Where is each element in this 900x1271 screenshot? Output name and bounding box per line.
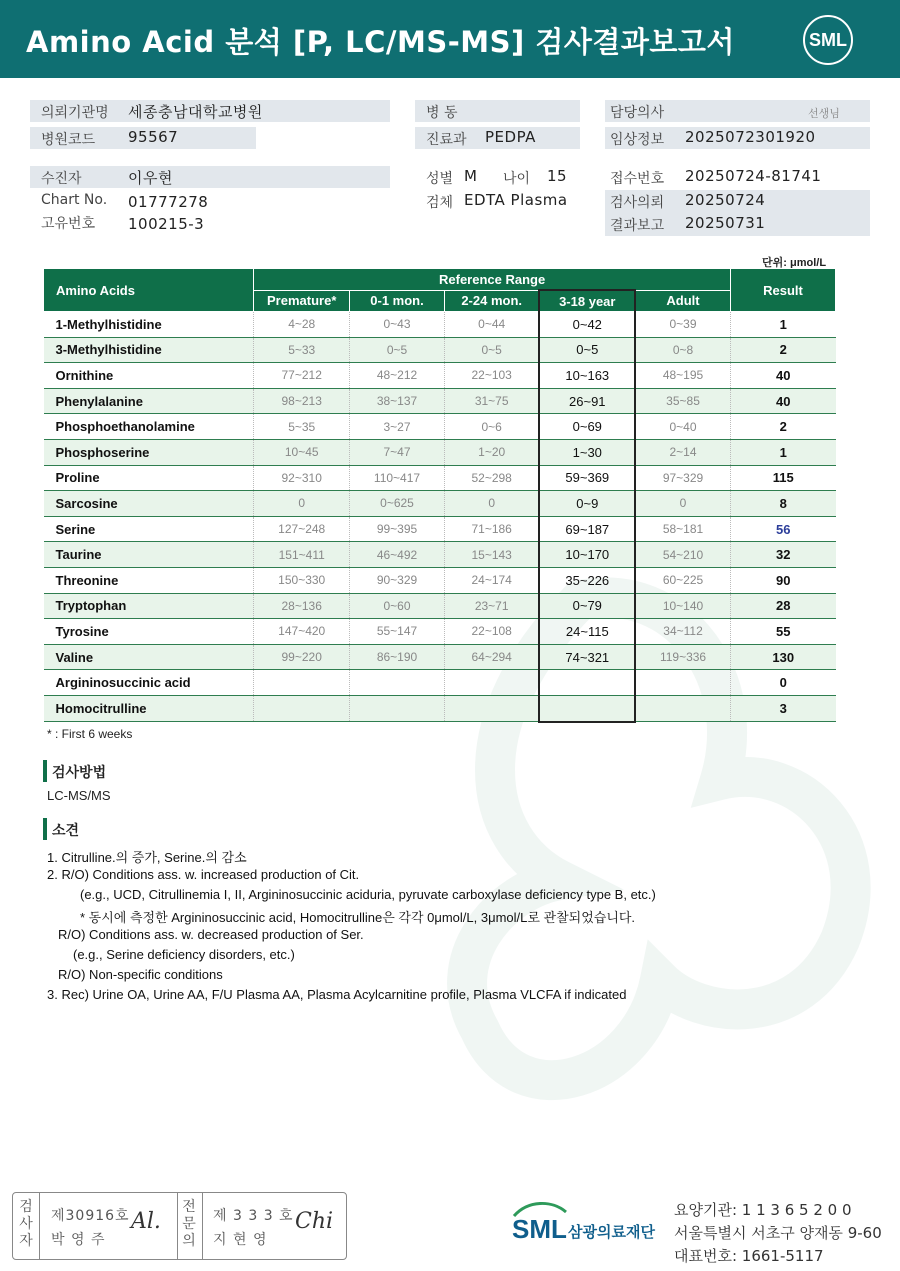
reference-cell: 5~33 (254, 337, 350, 363)
finding-line: R/O) Non-specific conditions (58, 967, 223, 982)
org-address: 서울특별시 서초구 양재동 9-60 (674, 1224, 882, 1242)
reference-cell: 0~40 (635, 414, 730, 440)
amino-acid-name: Tryptophan (44, 593, 254, 619)
col-amino-acids: Amino Acids (44, 269, 254, 312)
col-3-18-year: 3-18 year (539, 290, 635, 312)
reference-cell (539, 695, 635, 721)
table-row (44, 388, 836, 414)
reference-cell: 23~71 (444, 593, 539, 619)
sign-divider (39, 1193, 40, 1259)
result-cell: 115 (730, 465, 835, 491)
reference-cell: 0~625 (350, 491, 445, 517)
reference-cell (254, 670, 350, 696)
result-cell: 32 (730, 542, 835, 568)
amino-acid-name: Serine (44, 516, 254, 542)
result-cell: 1 (730, 439, 835, 465)
reference-cell: 99~220 (254, 644, 350, 670)
col-0-1-mon: 0-1 mon. (350, 290, 445, 312)
amino-acid-name: Phosphoethanolamine (44, 414, 254, 440)
reference-cell: 0~39 (635, 312, 730, 338)
chart-label: Chart No. (41, 192, 108, 208)
result-cell: 1 (730, 312, 835, 338)
reference-cell: 86~190 (350, 644, 445, 670)
reference-cell: 119~336 (635, 644, 730, 670)
result-cell: 56 (730, 516, 835, 542)
org-logo-text: SML (512, 1214, 567, 1244)
receipt-label: 접수번호 (610, 171, 665, 187)
sign-divider (202, 1193, 203, 1259)
table-row (44, 542, 836, 568)
table-row (44, 439, 836, 465)
age-value: 15 (547, 167, 568, 185)
col-2-24-mon: 2-24 mon. (444, 290, 539, 312)
result-cell: 0 (730, 670, 835, 696)
amino-acid-table (43, 268, 836, 723)
method-bar (43, 760, 47, 782)
reference-cell: 15~143 (444, 542, 539, 568)
reference-cell: 0~5 (444, 337, 539, 363)
amino-acid-name: Sarcosine (44, 491, 254, 517)
org-code: 요양기관: 1 1 3 6 5 2 0 0 (674, 1201, 852, 1219)
reference-cell: 64~294 (444, 644, 539, 670)
reference-cell: 0 (635, 491, 730, 517)
clinical-label: 임상정보 (610, 132, 665, 148)
dept-value: PEDPA (485, 128, 536, 146)
report-label: 결과보고 (610, 218, 665, 234)
amino-acid-name: Phenylalanine (44, 388, 254, 414)
reference-cell: 0~44 (444, 312, 539, 338)
reference-cell: 92~310 (254, 465, 350, 491)
reference-cell: 0~79 (539, 593, 635, 619)
reference-cell: 54~210 (635, 542, 730, 568)
reference-cell: 74~321 (539, 644, 635, 670)
reference-cell: 0~8 (635, 337, 730, 363)
result-cell: 8 (730, 491, 835, 517)
reference-cell: 26~91 (539, 388, 635, 414)
reference-cell: 35~226 (539, 567, 635, 593)
reference-cell: 1~30 (539, 439, 635, 465)
examiner-label: 검 사 자 (19, 1199, 33, 1249)
reference-cell: 1~20 (444, 439, 539, 465)
reference-cell: 77~212 (254, 363, 350, 389)
amino-acid-name: Phosphoserine (44, 439, 254, 465)
specialist-label: 전 문 의 (182, 1199, 196, 1249)
result-cell: 28 (730, 593, 835, 619)
request-value: 20250724 (685, 191, 766, 209)
ward-label: 병 동 (426, 105, 458, 121)
amino-acid-name: Threonine (44, 567, 254, 593)
reference-cell: 48~195 (635, 363, 730, 389)
method-value: LC-MS/MS (47, 788, 111, 803)
reference-cell: 58~181 (635, 516, 730, 542)
reference-cell: 98~213 (254, 388, 350, 414)
table-row (44, 491, 836, 517)
doctor-label: 담당의사 (610, 105, 665, 121)
table-row (44, 363, 836, 389)
reference-cell (444, 695, 539, 721)
reference-cell: 0 (444, 491, 539, 517)
table-row (44, 312, 836, 338)
reference-cell: 4~28 (254, 312, 350, 338)
amino-acid-name: Ornithine (44, 363, 254, 389)
specialist-signature: Chi (295, 1209, 334, 1234)
reference-cell (350, 695, 445, 721)
amino-acid-name: 3-Methylhistidine (44, 337, 254, 363)
reference-cell: 35~85 (635, 388, 730, 414)
col-result: Result (730, 269, 835, 312)
reference-cell: 127~248 (254, 516, 350, 542)
reference-cell: 59~369 (539, 465, 635, 491)
reference-cell: 52~298 (444, 465, 539, 491)
org-name: 삼광의료재단 (568, 1223, 655, 1241)
reference-cell: 55~147 (350, 619, 445, 645)
finding-line: (e.g., UCD, Citrullinemia I, II, Argininosuccinic aciduria, pyruvate carboxylase deficiency type B, etc.) (80, 887, 656, 902)
reference-cell (350, 670, 445, 696)
table-row (44, 670, 836, 696)
reference-cell: 90~329 (350, 567, 445, 593)
reference-cell: 31~75 (444, 388, 539, 414)
report-value: 20250731 (685, 214, 766, 232)
sign-divider (177, 1193, 178, 1259)
amino-acid-name: Taurine (44, 542, 254, 568)
reference-cell: 48~212 (350, 363, 445, 389)
reference-cell: 110~417 (350, 465, 445, 491)
result-cell: 90 (730, 567, 835, 593)
institution-label: 의뢰기관명 (41, 105, 109, 121)
reference-cell: 99~395 (350, 516, 445, 542)
result-cell: 3 (730, 695, 835, 721)
col-premature: Premature* (254, 290, 350, 312)
reference-cell: 150~330 (254, 567, 350, 593)
col-reference-range: Reference Range (254, 269, 731, 291)
amino-acid-name: Tyrosine (44, 619, 254, 645)
dept-label: 진료과 (426, 132, 467, 148)
clinical-value: 2025072301920 (685, 128, 816, 146)
reference-cell: 60~225 (635, 567, 730, 593)
reference-cell: 0~69 (539, 414, 635, 440)
reference-cell (444, 670, 539, 696)
specimen-label: 검체 (426, 195, 454, 211)
reference-cell: 0~5 (350, 337, 445, 363)
finding-line: 3. Rec) Urine OA, Urine AA, F/U Plasma AA, Plasma Acylcarnitine profile, Plasma VLCFA if indicated (47, 987, 627, 1002)
amino-acid-name: 1-Methylhistidine (44, 312, 254, 338)
hospital-code-label: 병원코드 (41, 132, 96, 148)
reference-cell: 24~115 (539, 619, 635, 645)
reference-cell: 10~140 (635, 593, 730, 619)
table-row (44, 465, 836, 491)
reference-cell: 22~103 (444, 363, 539, 389)
reference-cell (539, 670, 635, 696)
table-row (44, 414, 836, 440)
examiner-no: 제30916호 (51, 1208, 130, 1224)
specialist-name: 지 현 영 (213, 1232, 268, 1248)
patient-label: 수진자 (41, 171, 82, 187)
table-row (44, 644, 836, 670)
reference-cell (635, 670, 730, 696)
result-cell: 40 (730, 388, 835, 414)
reference-cell: 69~187 (539, 516, 635, 542)
reference-cell: 10~170 (539, 542, 635, 568)
reference-cell: 7~47 (350, 439, 445, 465)
reference-cell: 22~108 (444, 619, 539, 645)
reference-cell: 46~492 (350, 542, 445, 568)
age-label: 나이 (503, 171, 531, 187)
reference-cell: 0 (254, 491, 350, 517)
result-cell: 40 (730, 363, 835, 389)
signature-box (12, 1192, 347, 1260)
reference-cell: 0~42 (539, 312, 635, 338)
examiner-signature: Al. (131, 1209, 161, 1234)
reference-cell: 97~329 (635, 465, 730, 491)
reference-cell: 24~174 (444, 567, 539, 593)
org-phone: 대표번호: 1661-5117 (674, 1247, 824, 1265)
reference-cell: 5~35 (254, 414, 350, 440)
amino-acid-name: Valine (44, 644, 254, 670)
amino-acid-name: Homocitrulline (44, 695, 254, 721)
table-row (44, 516, 836, 542)
sml-logo: SML (803, 15, 853, 65)
request-label: 검사의뢰 (610, 195, 665, 211)
finding-line: 1. Citrulline.의 증가, Serine.의 감소 (47, 850, 247, 865)
reference-cell (635, 695, 730, 721)
reference-cell: 71~186 (444, 516, 539, 542)
reference-cell: 34~112 (635, 619, 730, 645)
findings-title: 소견 (52, 823, 80, 839)
patient-box (30, 166, 390, 188)
finding-line: R/O) Conditions ass. w. decreased production of Ser. (58, 927, 364, 942)
report-header (0, 0, 900, 78)
specimen-value: EDTA Plasma (464, 191, 568, 209)
reference-cell: 147~420 (254, 619, 350, 645)
reference-cell: 0~6 (444, 414, 539, 440)
hospital-code-value: 95567 (128, 128, 179, 146)
reference-cell: 3~27 (350, 414, 445, 440)
sex-label: 성별 (426, 171, 454, 187)
sex-value: M (464, 167, 478, 185)
reference-cell: 28~136 (254, 593, 350, 619)
finding-line: * 동시에 측정한 Argininosuccinic acid, Homocitrulline은 각각 0μmol/L, 3μmol/L로 관찰되었습니다. (80, 910, 636, 925)
findings-bar (43, 818, 47, 840)
table-row (44, 695, 836, 721)
reference-cell: 10~45 (254, 439, 350, 465)
specialist-no: 제 3 3 3 호 (213, 1208, 294, 1224)
unit-label: 단위: μmol/L (762, 257, 827, 269)
result-cell: 55 (730, 619, 835, 645)
finding-line: 2. R/O) Conditions ass. w. increased production of Cit. (47, 867, 360, 882)
report-title: Amino Acid 분석 [P, LC/MS-MS] 검사결과보고서 (26, 25, 735, 59)
table-row (44, 619, 836, 645)
chart-value: 01777278 (128, 193, 209, 211)
reference-cell: 0~60 (350, 593, 445, 619)
footnote: * : First 6 weeks (47, 727, 133, 741)
reference-cell: 10~163 (539, 363, 635, 389)
reference-cell: 0~9 (539, 491, 635, 517)
result-cell: 2 (730, 414, 835, 440)
col-adult: Adult (635, 290, 730, 312)
reference-cell (254, 695, 350, 721)
table-row (44, 593, 836, 619)
examiner-name: 박 영 주 (51, 1232, 106, 1248)
table-row (44, 337, 836, 363)
uid-label: 고유번호 (41, 216, 96, 232)
institution-value: 세종충남대학교병원 (128, 103, 263, 121)
finding-line: (e.g., Serine deficiency disorders, etc.) (73, 947, 295, 962)
reference-cell: 151~411 (254, 542, 350, 568)
reference-cell: 2~14 (635, 439, 730, 465)
patient-value: 이우현 (128, 169, 173, 187)
method-title: 검사방법 (52, 765, 107, 781)
amino-acid-name: Proline (44, 465, 254, 491)
receipt-value: 20250724-81741 (685, 167, 822, 185)
table-row (44, 567, 836, 593)
reference-cell: 0~5 (539, 337, 635, 363)
uid-value: 100215-3 (128, 215, 205, 233)
reference-cell: 38~137 (350, 388, 445, 414)
amino-acid-name: Argininosuccinic acid (44, 670, 254, 696)
reference-cell: 0~43 (350, 312, 445, 338)
result-cell: 2 (730, 337, 835, 363)
result-cell: 130 (730, 644, 835, 670)
doctor-suffix: 선생님 (808, 107, 840, 120)
